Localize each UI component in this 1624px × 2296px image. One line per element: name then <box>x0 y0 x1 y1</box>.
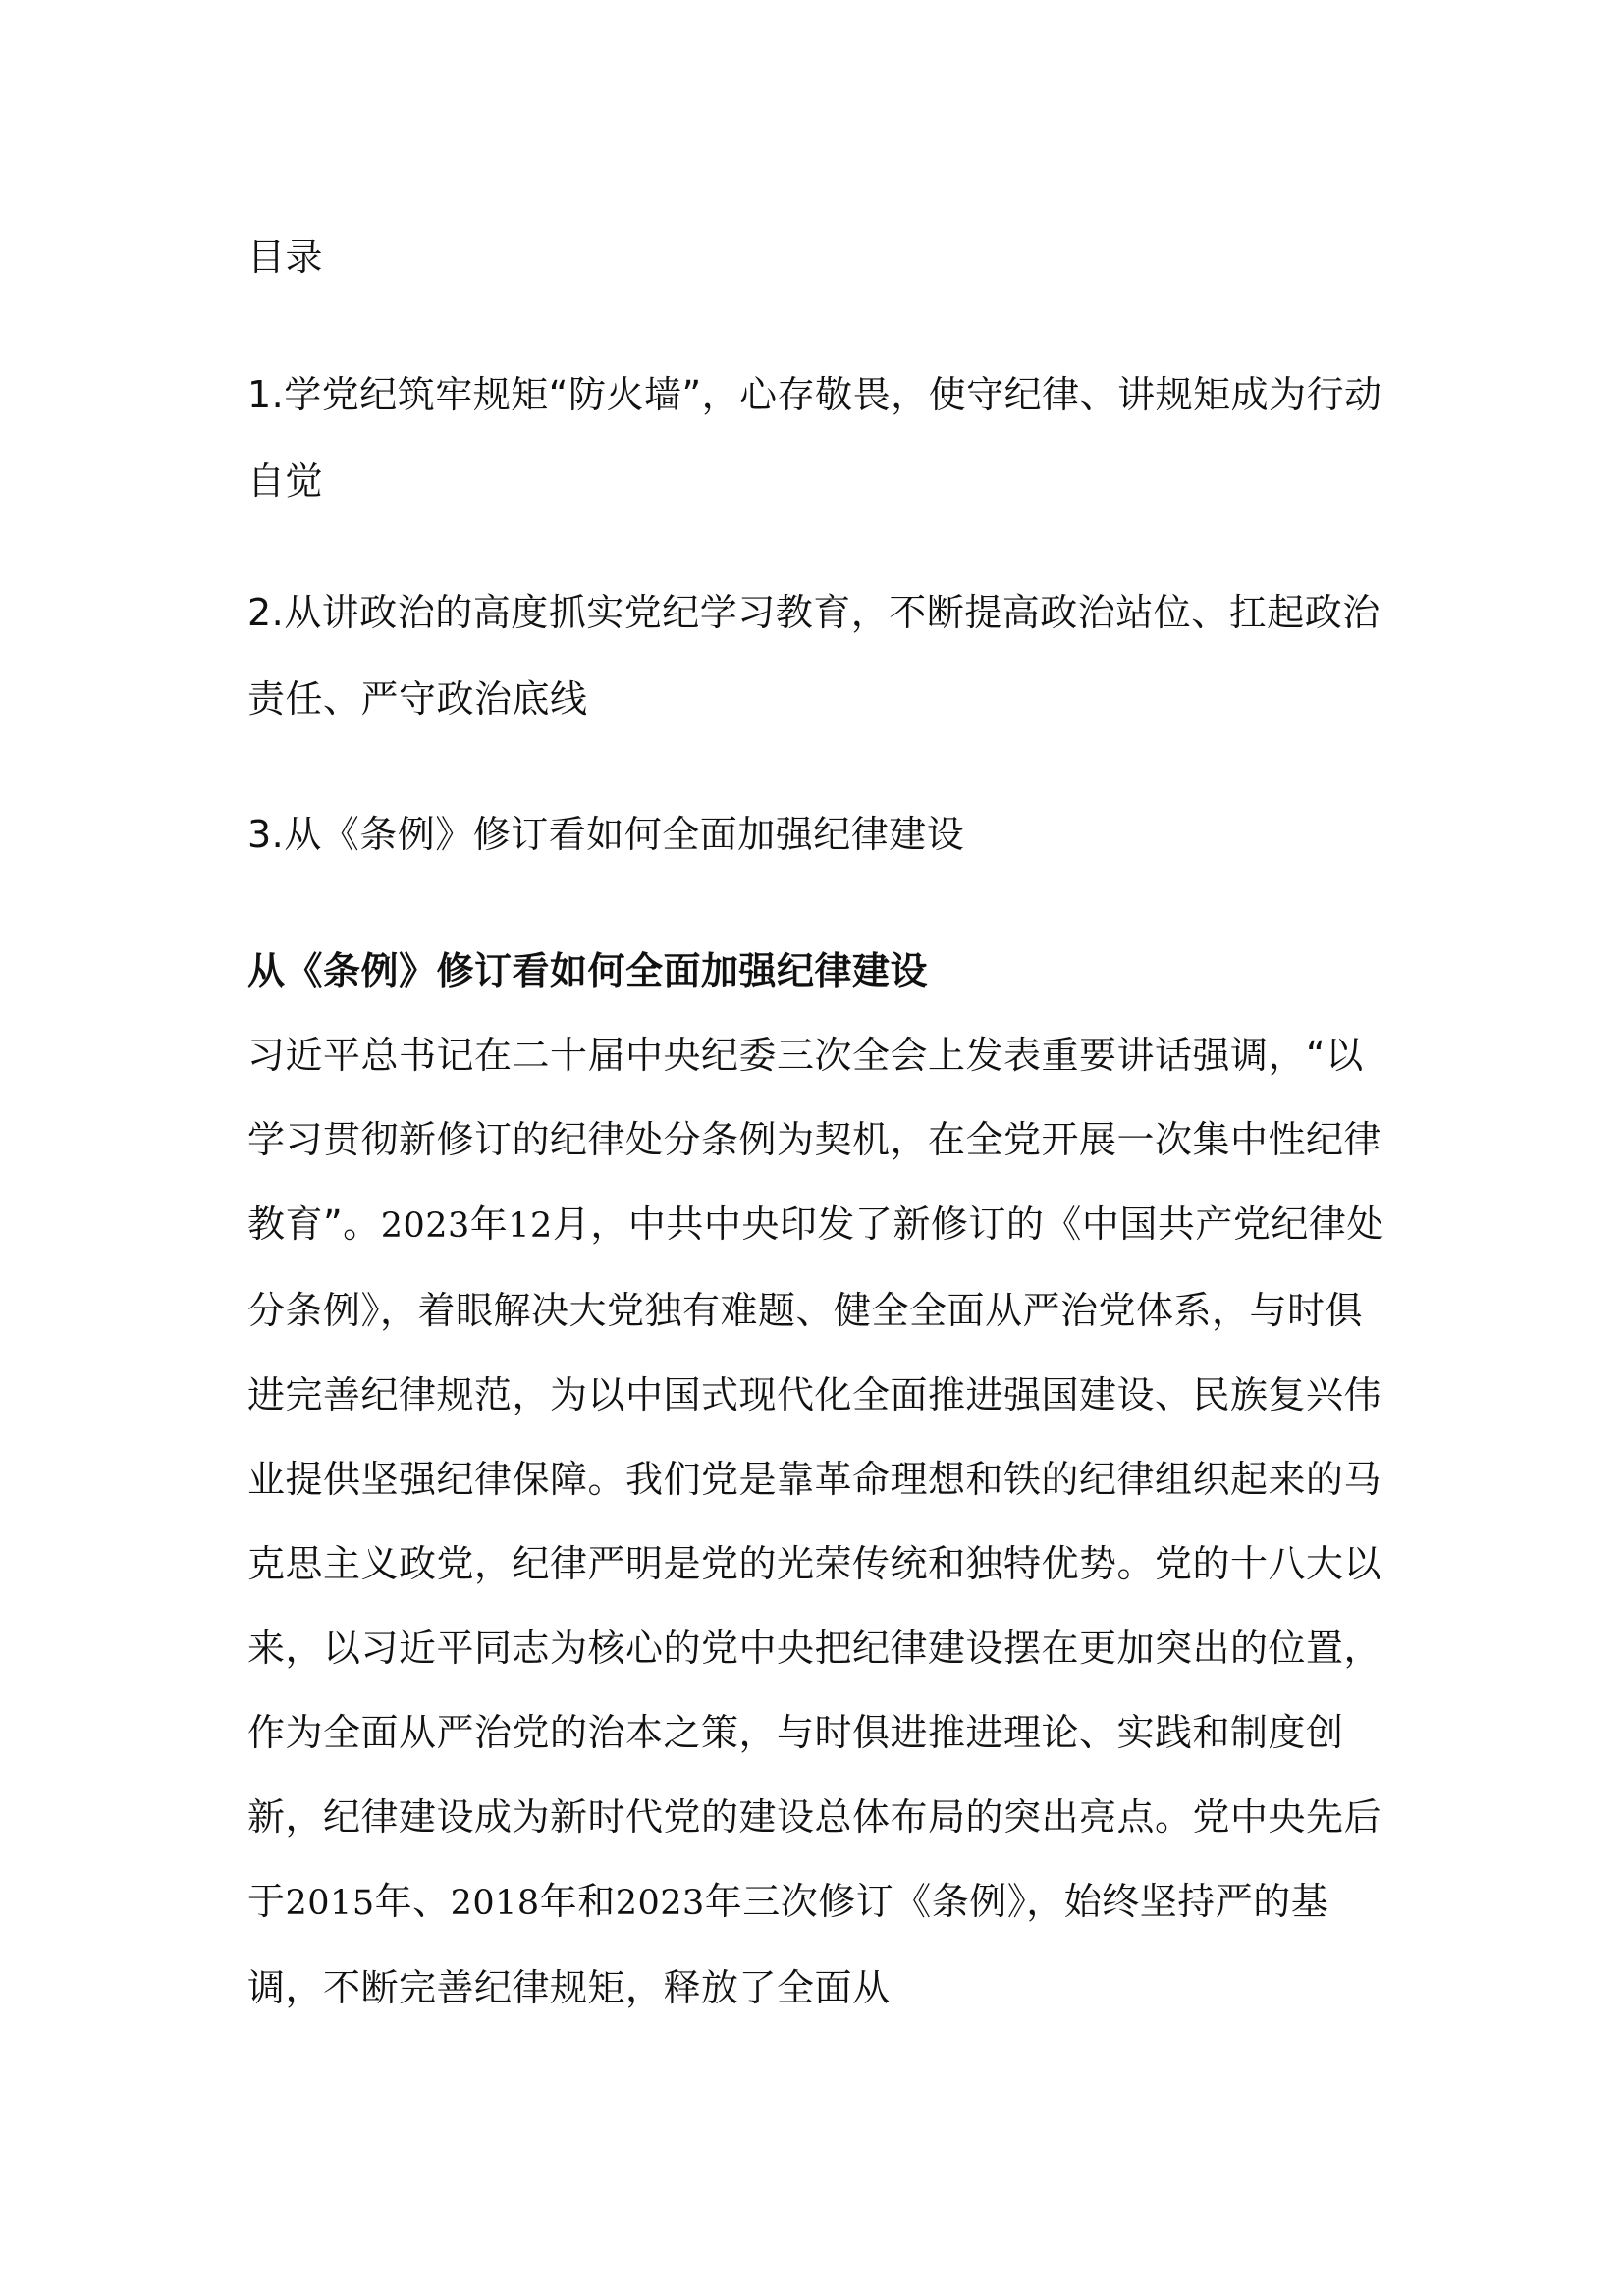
body-number-year: 2023 <box>615 1884 705 1923</box>
body-number-month: 12 <box>508 1206 553 1246</box>
body-number-year: 2018 <box>450 1884 540 1923</box>
body-text-segment: 年、 <box>374 1880 451 1923</box>
body-number-year: 2023 <box>380 1206 470 1246</box>
toc-item-1: 1.学党纪筑牢规矩“防火墙”，心存敬畏，使守纪律、讲规矩成为行动自觉 <box>247 373 1382 503</box>
body-text-segment: 年和 <box>539 1880 616 1923</box>
body-text-segment: 月，中共中央印发了新修订的《中国共产党纪律处分条例》，着眼解决大党独有难题、健全全面从严治党体系，与时俱进完善纪律规范，为以中国式现代化全面推进强国建设、民族复兴伟业提供坚强纪律保障。我们党是靠革命理想和铁的纪律组织起来的马克思主义政党，纪律严明是党的光荣传统和独特优势。党的十八大以来，以习近平同志为核心的党中央把纪律建设摆在更加突出的位置，作为全面从严治党的治本之策，与时俱进推进理论、实践和制度创新，纪律建设成为新时代党的建设总体布局的突出亮点。党中央先后于 <box>247 1202 1384 1923</box>
body-text-segment: 习近平总书记在二十届中央纪委三次全会上发表重要讲话强调，“以学习贯彻新修订的纪律处分条例为契机，在全党开展一次集中性纪律教育”。 <box>247 1034 1382 1246</box>
article-body <box>247 1013 1386 2030</box>
toc-item-3: 3.从《条例》修订看如何全面加强纪律建设 <box>247 813 965 856</box>
toc-item-2: 2.从讲政治的高度抓实党纪学习教育，不断提高政治站位、扛起政治责任、严守政治底线 <box>247 591 1380 721</box>
body-text-segment: 年三次修订《条例》，始终坚持严的基调，不断完善纪律规矩，释放了全面从 <box>247 1880 1329 2009</box>
toc-title: 目录 <box>247 236 324 279</box>
article-heading: 从《条例》修订看如何全面加强纪律建设 <box>247 949 929 992</box>
body-text-segment: 年 <box>469 1202 509 1246</box>
body-number-year: 2015 <box>285 1884 375 1923</box>
